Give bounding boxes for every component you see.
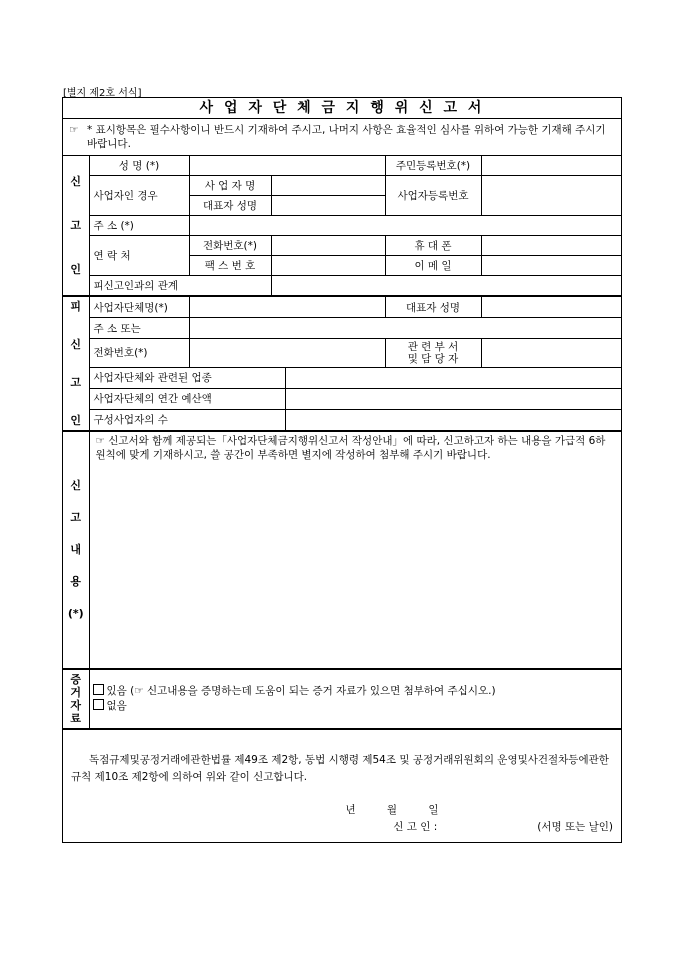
relation-label: 피신고인과의 관계	[89, 276, 271, 296]
mobile-field[interactable]	[481, 236, 621, 256]
representative-label: 대표자 성명	[189, 196, 271, 216]
business-reg-no-label: 사업자등록번호	[385, 176, 481, 216]
address-label: 주 소 (*)	[89, 216, 189, 236]
dept-label: 관 련 부 서 및 담 당 자	[385, 339, 481, 367]
business-name-label: 사 업 자 명	[189, 176, 271, 196]
respondent-phone-field[interactable]	[189, 339, 385, 367]
address-field[interactable]	[189, 216, 621, 236]
contact-label: 연 락 처	[89, 236, 189, 276]
evidence-table	[63, 669, 621, 729]
org-name-field[interactable]	[189, 297, 385, 318]
respondent-table	[63, 296, 621, 431]
content-section-label: 신 고 내 용 (*)	[63, 432, 89, 669]
resident-no-field[interactable]	[481, 156, 621, 176]
business-case-label: 사업자인 경우	[89, 176, 189, 216]
notice	[63, 119, 621, 156]
reporter-section-label: 신 고 인	[63, 156, 89, 296]
phone-field[interactable]	[271, 236, 385, 256]
industry-field[interactable]	[285, 367, 621, 388]
notice-text: * 표시항목은 필수사항이니 반드시 기재하여 주시고, 나머지 사항은 효율적인 심사를 위하여 가능한 기재해 주시기 바랍니다.	[87, 124, 606, 150]
budget-label: 사업자단체의 연간 예산액	[89, 388, 285, 409]
resident-no-label: 주민등록번호(*)	[385, 156, 481, 176]
email-label: 이 메 일	[385, 256, 481, 276]
industry-label: 사업자단체와 관련된 업종	[89, 367, 285, 388]
pointing-hand-icon: ☞	[69, 124, 79, 136]
mobile-label: 휴 대 폰	[385, 236, 481, 256]
content-field[interactable]	[89, 432, 621, 669]
dept-field[interactable]	[481, 339, 621, 367]
sign-note[interactable]: (서명 또는 날인)	[537, 821, 613, 833]
evidence-yes-checkbox[interactable]	[93, 684, 104, 695]
relation-field[interactable]	[271, 276, 621, 296]
respondent-representative-field[interactable]	[481, 297, 621, 318]
business-reg-no-field[interactable]	[481, 176, 621, 216]
fax-label: 팩 스 번 호	[189, 256, 271, 276]
evidence-no-label: 없음	[106, 700, 127, 712]
date-line: 년 월 일	[345, 804, 439, 816]
report-form	[62, 97, 622, 843]
representative-field[interactable]	[271, 196, 385, 216]
reporter-table	[63, 156, 621, 296]
members-label: 구성사업자의 수	[89, 409, 285, 430]
business-name-field[interactable]	[271, 176, 385, 196]
evidence-section-label: 증 거 자 료	[63, 670, 89, 729]
respondent-address-field[interactable]	[189, 318, 621, 339]
fax-field[interactable]	[271, 256, 385, 276]
form-title: 사 업 자 단 체 금 지 행 위 신 고 서	[63, 98, 621, 119]
content-note: ☞ 신고서와 함께 제공되는「사업자단체금지행위신고서 작성안내」에 따라, 신고하고자 하는 내용을 가급적 6하 원칙에 맞게 기재하시고, 쓸 공간이 부족하면 별지에 작성하여 첨부해 주시기 바랍니다.	[95, 435, 606, 461]
form-id: [별지 제2호 서식]	[63, 88, 142, 99]
footer	[63, 729, 621, 842]
evidence-no-checkbox[interactable]	[93, 699, 104, 710]
name-field[interactable]	[189, 156, 385, 176]
evidence-yes-label: 있음 (☞ 신고내용을 증명하는데 도움이 되는 증거 자료가 있으면 첨부하여 주십시오.)	[106, 685, 496, 697]
statement: 독점규제및공정거래에관한법률 제49조 제2항, 동법 시행령 제54조 및 공정거래위원회의 운영및사건절차등에관한규칙 제10조 제2항에 의하여 위와 같이 신고합니다.	[71, 754, 609, 783]
respondent-representative-label: 대표자 성명	[385, 297, 481, 318]
respondent-phone-label: 전화번호(*)	[89, 339, 189, 367]
respondent-section-label: 피 신 고 인	[63, 297, 89, 431]
name-label: 성 명 (*)	[89, 156, 189, 176]
signer-label: 신 고 인 :	[393, 821, 438, 833]
content-table	[63, 431, 621, 669]
members-field[interactable]	[285, 409, 621, 430]
email-field[interactable]	[481, 256, 621, 276]
address-or-label: 주 소 또는	[89, 318, 189, 339]
budget-field[interactable]	[285, 388, 621, 409]
phone-label: 전화번호(*)	[189, 236, 271, 256]
org-name-label: 사업자단체명(*)	[89, 297, 189, 318]
